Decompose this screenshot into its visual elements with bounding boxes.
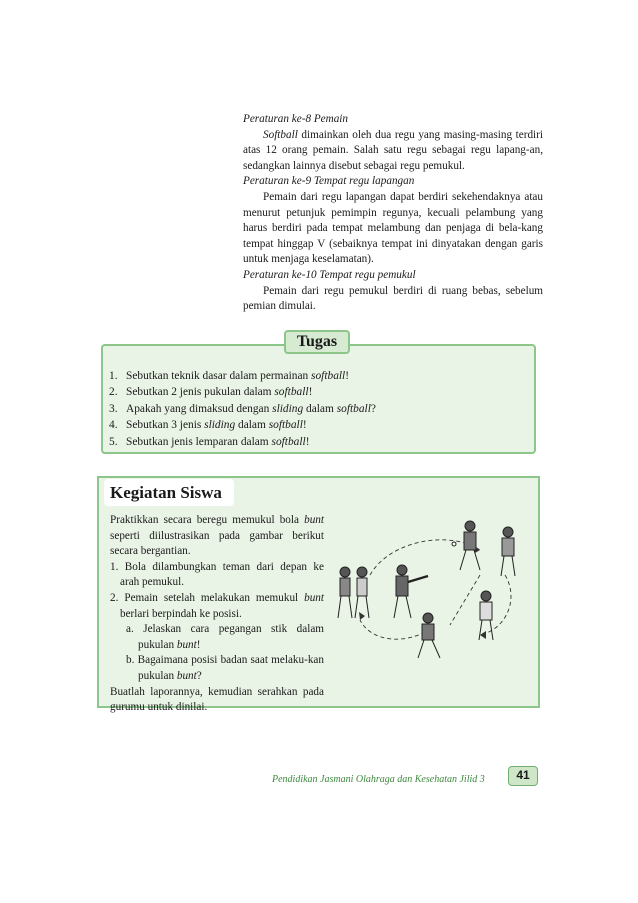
item-text-part: Sebutkan 3 jenis — [126, 419, 205, 432]
footer-book-title: Pendidikan Jasmani Olahraga dan Kesehatan Jilid 3 — [272, 774, 485, 785]
item-text-part: ! — [345, 370, 350, 382]
page-number: 41 — [508, 766, 538, 786]
player-figures — [338, 521, 515, 658]
text-part: berlari berpindah ke posisi. — [120, 607, 242, 620]
ball-icon — [452, 542, 456, 546]
item-text-part: dalam — [235, 419, 269, 432]
player-legs — [460, 550, 480, 570]
item-number: 5. — [109, 435, 118, 448]
item-text-part: Sebutkan 2 jenis pukulan dalam — [126, 386, 275, 399]
rules-section — [243, 112, 543, 315]
tugas-title: Tugas — [284, 330, 350, 354]
rule-emphasis: Softball — [263, 128, 298, 141]
rule-9 — [243, 174, 543, 268]
text-emphasis: bunt — [304, 591, 324, 604]
player-legs — [501, 556, 515, 576]
rule-8 — [243, 112, 543, 174]
player-head — [397, 565, 407, 575]
list-item — [109, 368, 529, 384]
item-emphasis: softball — [268, 419, 303, 432]
player-body — [357, 578, 367, 596]
item-number: 4. — [109, 419, 118, 432]
kegiatan-step-1: 1. Bola dilambungkan teman dari depan ke arah pemukul. — [110, 560, 324, 589]
tugas-list — [109, 368, 529, 450]
item-text-part: ! — [308, 386, 313, 399]
player-body — [480, 602, 492, 620]
player-head — [423, 613, 433, 623]
rule-title: Peraturan ke-10 Tempat regu pemukul — [243, 268, 416, 281]
arrowhead-icon — [480, 631, 486, 639]
arrowhead-icon — [359, 612, 365, 620]
kegiatan-intro — [110, 513, 324, 560]
item-text-part: Sebutkan teknik dasar dalam permainan — [126, 370, 312, 382]
list-item — [109, 401, 529, 417]
item-text — [126, 384, 312, 400]
item-text-part: Apakah yang dimaksud dengan — [126, 402, 273, 415]
item-text — [126, 417, 307, 433]
text-part: Praktikkan secara beregu memukul bola — [110, 514, 305, 526]
text-part: seperti diilustrasikan pada gambar berikut secara bergantian. — [110, 529, 324, 558]
item-emphasis: softball — [274, 386, 309, 399]
item-emphasis: softball — [271, 435, 306, 448]
player-legs — [394, 596, 411, 618]
text-part: ! — [196, 638, 201, 651]
kegiatan-step-2b — [110, 653, 324, 684]
rule-body: Pemain dari regu lapangan dapat berdiri sekehendaknya atau menurut petunjuk pemimpin regunya, kecuali pelambung yang harus berdiri pada tempat melambung dan penjaga di bela-kang tempat hinggap V (sebaiknya tempat ini dinyatakan dengan garis untuk menjaga keselamatan). — [243, 190, 543, 266]
player-body — [502, 538, 514, 556]
player-body — [464, 532, 476, 550]
item-text-part: ! — [302, 419, 307, 432]
item-number: 3. — [109, 402, 118, 415]
item-number: 2. — [109, 386, 118, 399]
item-text — [126, 434, 310, 450]
kegiatan-closing: Buatlah laporannya, kemudian serahkan pada gurumu untuk dinilai. — [110, 685, 324, 714]
item-text-part: Sebutkan jenis lemparan dalam — [126, 435, 272, 448]
player-body — [422, 624, 434, 640]
running-path-arrow — [360, 620, 425, 639]
text-emphasis: bunt — [176, 638, 197, 651]
player-legs — [418, 640, 440, 658]
text-part: ? — [196, 669, 202, 682]
player-head — [465, 521, 475, 531]
rule-body: Pemain dari regu pemukul berdiri di ruang bebas, sebelum pemian dimulai. — [243, 284, 543, 313]
item-text — [126, 401, 376, 417]
text-part: 2. Pemain setelah melakukan memukul — [110, 591, 305, 604]
player-head — [340, 567, 350, 577]
bunt-practice-illustration — [330, 520, 534, 670]
item-text-part: ? — [370, 402, 376, 415]
rule-text: dimainkan oleh dua regu yang masing-masing terdiri atas 12 orang pemain. Salah satu regu sebagai regu lapang-an, sedangkan lainnya disebut sebagai regu pemukul. — [243, 128, 543, 172]
text-part: b. Bagaimana posisi badan saat melaku-kan pukulan — [126, 654, 324, 682]
item-emphasis: softball — [336, 402, 371, 415]
item-emphasis: softball — [311, 370, 346, 382]
player-head — [503, 527, 513, 537]
item-number: 1. — [109, 370, 118, 382]
item-text-part: dalam — [303, 402, 337, 415]
bat — [408, 576, 428, 582]
player-head — [357, 567, 367, 577]
text-emphasis: bunt — [304, 514, 324, 526]
kegiatan-text — [110, 513, 324, 716]
rule-10 — [243, 268, 543, 315]
list-item — [109, 417, 529, 433]
text-part: a. Jelaskan cara pegangan stik dalam pukulan — [126, 623, 324, 651]
item-emphasis: sliding — [272, 402, 304, 415]
kegiatan-step-2 — [110, 591, 324, 622]
rule-title: Peraturan ke-9 Tempat regu lapangan — [243, 175, 415, 188]
player-head — [481, 591, 491, 601]
text-emphasis: bunt — [176, 669, 197, 682]
player-legs — [338, 596, 352, 618]
item-text-part: ! — [305, 435, 310, 448]
item-emphasis: sliding — [204, 419, 236, 432]
player-body — [396, 576, 408, 596]
rule-body — [243, 128, 543, 175]
throw-line — [450, 575, 480, 625]
list-item — [109, 384, 529, 400]
kegiatan-title: Kegiatan Siswa — [104, 479, 234, 506]
kegiatan-step-2a — [110, 622, 324, 653]
rule-title: Peraturan ke-8 Pemain — [243, 113, 349, 125]
item-text — [126, 368, 349, 384]
player-body — [340, 578, 350, 596]
list-item — [109, 434, 529, 450]
